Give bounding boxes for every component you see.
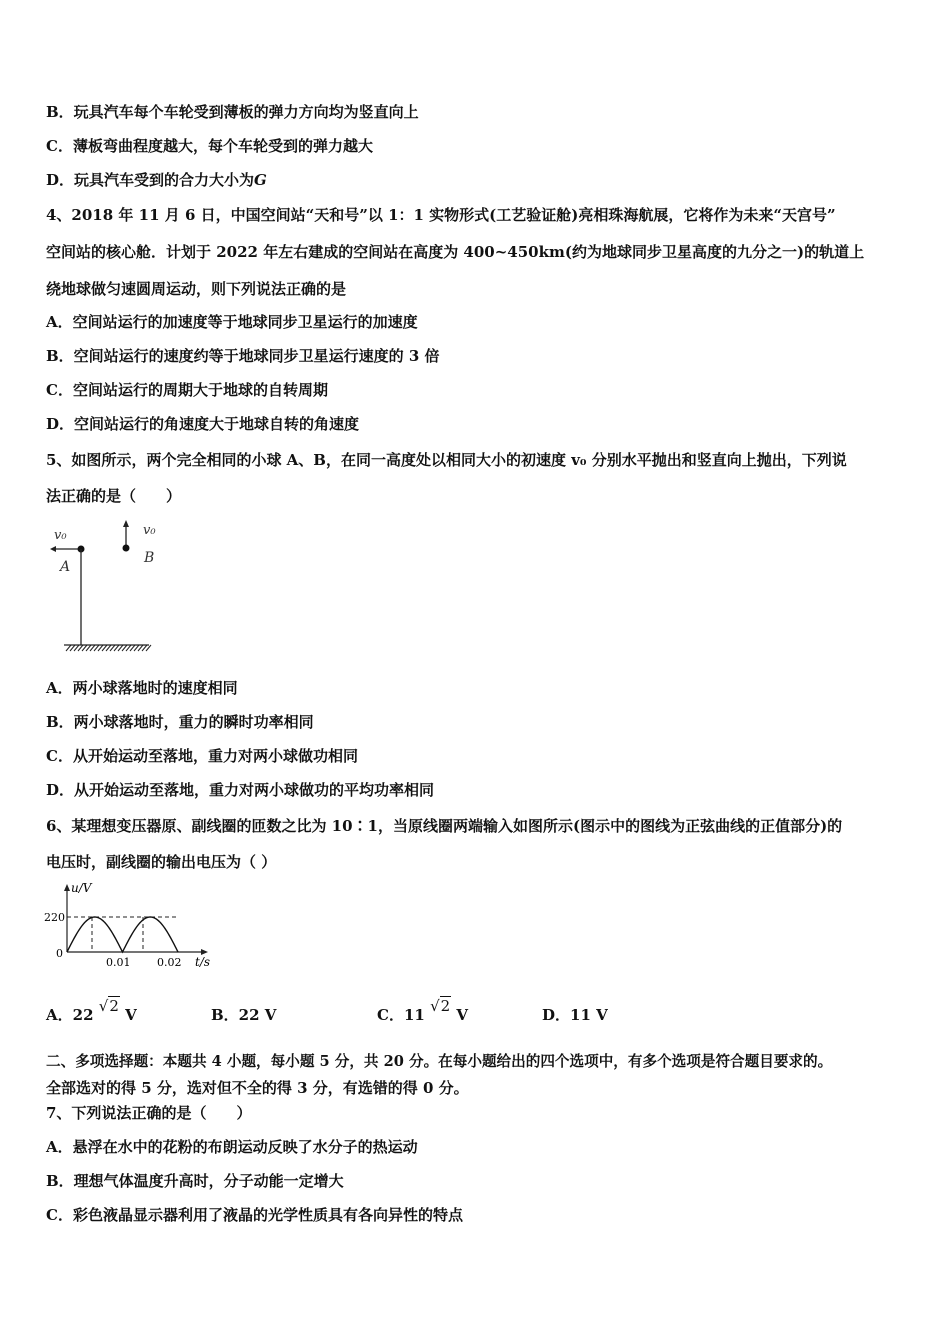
q6-option-a: A．22 √2 V [46,997,137,1024]
q5-stem-line2: 法正确的是（ ） [46,487,182,505]
q5-option-b: B．两小球落地时，重力的瞬时功率相同 [46,713,314,731]
q5-label-v0-left: v₀ [54,528,67,543]
sqrt-symbol: √2 [430,997,451,1015]
q6-rectified-sine-curve [67,917,178,952]
q4-stem-line1: 4、2018 年 11 月 6 日，中国空间站“天和号”以 1：1 实物形式(工艺验证舱)亮相珠海航展，它将作为未来“天宫号” [46,206,836,224]
q4-stem-line2: 空间站的核心舱．计划于 2022 年左右建成的空间站在高度为 400~450km(约为地球同步卫星高度的九分之一)的轨道上 [46,243,865,261]
q6-y-tick-220: 220 [44,911,65,924]
q7-stem: 7、下列说法正确的是（ ） [46,1104,252,1122]
q6-voltage-graph [40,878,215,973]
q6-x-tick-001: 0.01 [106,956,131,969]
q4-option-b: B．空间站运行的速度约等于地球同步卫星运行速度的 3 倍 [46,347,440,365]
q6-stem-line2: 电压时，副线圈的输出电压为（ ） [46,853,277,871]
q5-projectile-figure [46,515,166,665]
q5-label-a: A [60,559,71,575]
q6-option-b: B．22 V [211,1006,277,1024]
q7-option-a: A．悬浮在水中的花粉的布朗运动反映了水分子的热运动 [46,1138,418,1156]
q5-option-c: C．从开始运动至落地，重力对两小球做功相同 [46,747,358,765]
q5-label-v0-right: v₀ [143,523,156,538]
q6-x-label: t/s [195,955,211,969]
q7-option-c: C．彩色液晶显示器利用了液晶的光学性质具有各向异性的特点 [46,1206,463,1224]
q4-option-d: D．空间站运行的角速度大于地球自转的角速度 [46,415,360,433]
section2-header-line2: 全部选对的得 5 分，选对但不全的得 3 分，有选错的得 0 分。 [46,1079,469,1097]
q5-arrowhead-left [50,546,56,552]
q5-option-d: D．从开始运动至落地，重力对两小球做功的平均功率相同 [46,781,435,799]
q5-option-a: A．两小球落地时的速度相同 [46,679,238,697]
q6-option-c: C．11 √2 V [377,997,469,1024]
q4-option-c: C．空间站运行的周期大于地球的自转周期 [46,381,328,399]
q3-option-b: B．玩具汽车每个车轮受到薄板的弹力方向均为竖直向上 [46,103,419,121]
q6-origin-label: 0 [56,947,63,960]
q5-stem-line1: 5、如图所示，两个完全相同的小球 A、B，在同一高度处以相同大小的初速度 v₀ 分别水平抛出和竖直向上抛出，下列说 [46,451,847,469]
q3-option-c: C．薄板弯曲程度越大，每个车轮受到的弹力越大 [46,137,373,155]
q5-ball-b [123,545,130,552]
sqrt-symbol: √2 [98,997,119,1015]
q6-y-label: u/V [71,881,92,895]
q7-option-b: B．理想气体温度升高时，分子动能一定增大 [46,1172,344,1190]
q6-stem-line1: 6、某理想变压器原、副线圈的匝数之比为 10∶1，当原线圈两端输入如图所示(图示中的图线为正弦曲线的正值部分)的 [46,817,843,835]
q4-stem-line3: 绕地球做匀速圆周运动，则下列说法正确的是 [46,280,347,298]
q6-x-tick-002: 0.02 [157,956,182,969]
q5-ground-hatching [66,645,151,651]
section2-header-line1: 二、多项选择题：本题共 4 小题，每小题 5 分，共 20 分。在每小题给出的四个选项中，有多个选项是符合题目要求的。 [46,1053,833,1070]
q4-option-a: A．空间站运行的加速度等于地球同步卫星运行的加速度 [46,313,418,331]
q5-arrowhead-up [123,520,129,527]
q3-option-d: D．玩具汽车受到的合力大小为G [46,171,267,189]
q6-option-d: D．11 V [542,1006,608,1024]
q5-label-b: B [144,550,155,566]
q6-y-arrow [64,884,70,891]
